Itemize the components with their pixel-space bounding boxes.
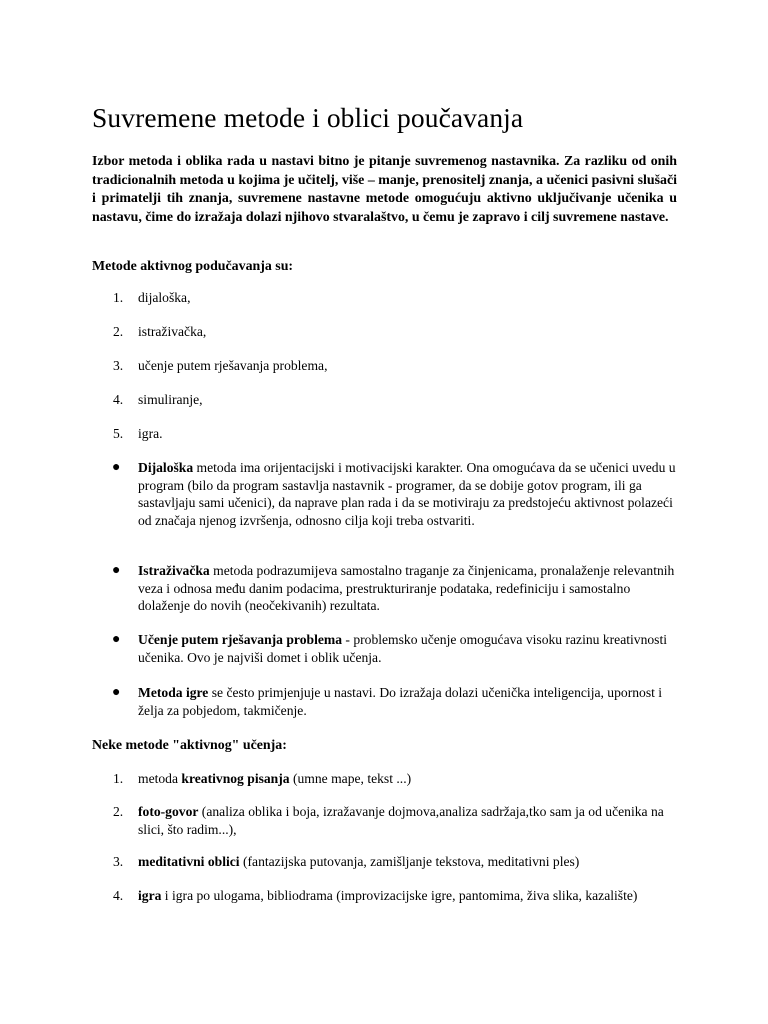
list-text [138,631,678,666]
list-number: 3. [113,854,124,869]
list-text: istraživačka, [138,324,207,339]
list-text [138,770,678,788]
list-text [138,853,678,871]
intro-paragraph: Izbor metoda i oblika rada u nastavi bitno je pitanje suvremenog nastavnika. Za razliku od onih tradicionalnih metoda u kojima je učitelj, više – manje, prenositelj znanja, a učenici pasivni slušači i primatelji tih znanja, suvremene nastavne metode omogućuju aktivno uključivanje učenika u nastavu, čime do izražaja dolazi njihovo stvaralaštvo, u čemu je zapravo i cilj suvremene nastave. [92,154,677,225]
list-text: učenje putem rješavanja problema, [138,358,328,373]
bullet-icon: ● [112,460,121,475]
term-description: (fantazijska putovanja, zamišljanje tekstova, meditativni ples) [239,854,580,869]
bold-term: meditativni oblici [138,854,240,869]
list-text: simuliranje, [138,392,203,407]
list-number: 4. [113,888,124,903]
list-number: 4. [113,392,124,407]
term-description: i igra po ulogama, bibliodrama (improvizacijske igre, pantomima, živa slika, kazalište) [161,888,638,903]
bold-term: foto-govor [138,804,199,819]
document-title: Suvremene metode i oblici poučavanja [92,102,524,133]
term-description: metoda ima orijentacijski i motivacijski karakter. Ona omogućava da se učenici uvedu u program (bilo da program sastavlja nastavnik - programer, da se dobije gotov program, ili ga sastavljaju sami učenici), da naprave plan rada i da se motiviraju za predstojeću aktivnost polazeći od značaja njenog izvršenja, odnosno cilja koji treba ostvariti. [138,460,676,529]
item-prefix: metoda [138,771,182,786]
bullet-icon: ● [112,685,121,700]
bold-term: Metoda igre [138,685,209,700]
term-description: - problemsko učenje omogućava visoku razinu kreativnosti učenika. Ovo je najviši domet i oblik učenja. [138,632,668,665]
bold-term: Istraživačka [138,563,210,578]
bold-term: igra [138,888,162,903]
bold-term: kreativnog pisanja [181,771,290,786]
list-text [138,887,678,905]
list-number: 2. [113,804,124,819]
list-text [138,459,678,530]
section-heading-active-methods: Metode aktivnog podučavanja su: [92,259,294,274]
list-text [138,803,678,839]
bullet-icon: ● [112,563,121,578]
list-text: igra. [138,426,163,441]
list-number: 2. [113,324,124,339]
list-number: 1. [113,771,124,786]
term-description: (analiza oblika i boja, izražavanje dojmova,analiza sadržaja,tko sam ja od učenika na slici, što radim...), [138,804,664,837]
term-description: metoda podrazumijeva samostalno traganje za činjenicama, pronalaženje relevantnih veza i odnosa među danim podacima, prestrukturiranje podataka, redefiniciju i samostalno dolaženje do novih (neočekivanih) rezultata. [138,563,675,614]
bold-term: Učenje putem rješavanja problema [138,632,342,647]
list-text [138,562,678,615]
bullet-icon: ● [112,632,121,647]
section-heading-active-learning: Neke metode "aktivnog" učenja: [92,738,287,753]
term-description: (umne mape, tekst ...) [289,771,412,786]
list-number: 1. [113,290,124,305]
list-text: dijaloška, [138,290,191,305]
list-number: 3. [113,358,124,373]
list-number: 5. [113,426,124,441]
bold-term: Dijaloška [138,460,194,475]
term-description: se često primjenjuje u nastavi. Do izražaja dolazi učenička inteligencija, upornost i želja za pobjedom, takmičenje. [138,685,663,718]
list-text [138,684,678,719]
